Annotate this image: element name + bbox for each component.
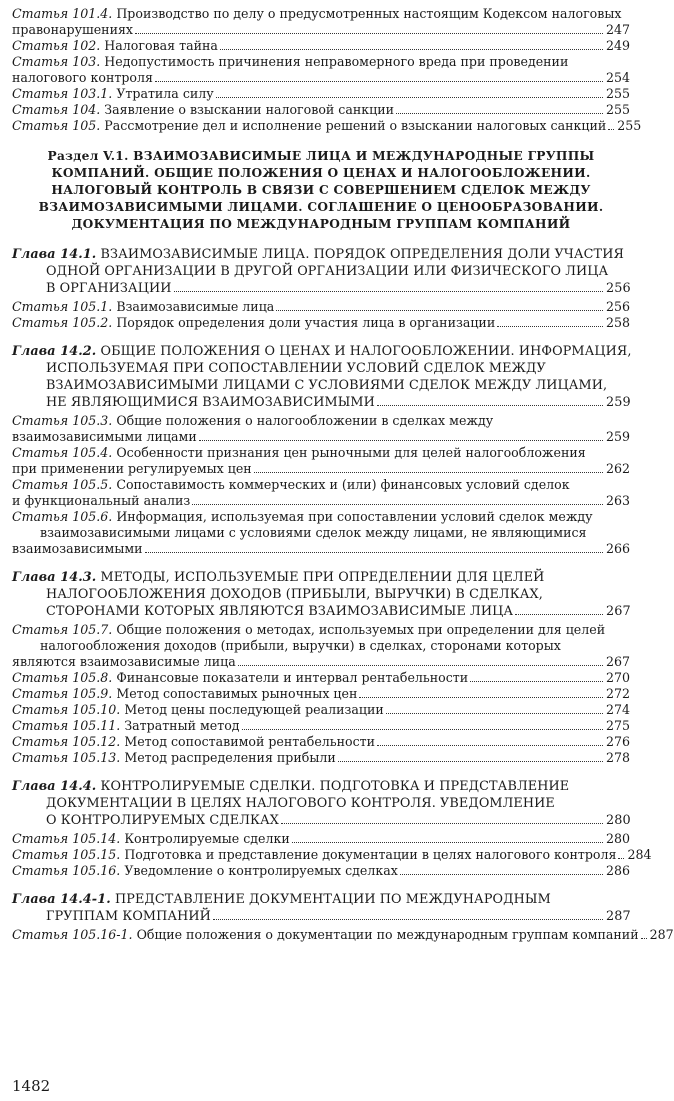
page-ref: 263 xyxy=(606,493,631,508)
entry-title: Общие положения о документации по международным группам компаний xyxy=(136,927,639,942)
entry-title: ВЗАИМОЗАВИСИМЫМИ ЛИЦАМИ С УСЛОВИЯМИ СДЕЛОК МЕЖДУ ЛИЦАМИ, xyxy=(46,378,608,393)
dot-leader xyxy=(396,113,603,114)
entry-line xyxy=(12,394,630,411)
article-entry[interactable] xyxy=(12,118,642,134)
entry-text-wrap xyxy=(46,280,172,297)
dot-leader xyxy=(338,761,603,762)
entry-line xyxy=(12,461,630,477)
entry-label: Статья 105.14. xyxy=(12,831,121,846)
entry-line xyxy=(12,718,630,734)
entry-label: Статья 101.4. xyxy=(12,6,113,21)
entry-text-wrap xyxy=(12,413,493,428)
entry-label: Статья 105.8. xyxy=(12,670,113,685)
entry-line xyxy=(12,622,630,638)
entry-line xyxy=(12,360,630,377)
entry-title: Порядок определения доли участия лица в организации xyxy=(116,315,496,330)
entry-text-wrap xyxy=(12,493,190,509)
entry-text-wrap xyxy=(12,54,568,69)
entry-text-wrap xyxy=(12,622,605,637)
page-ref: 254 xyxy=(606,70,631,85)
dot-leader xyxy=(199,440,603,441)
chapter-entry[interactable] xyxy=(12,343,630,411)
entry-title: Контролируемые сделки xyxy=(124,831,290,846)
entry-title: ПРЕДСТАВЛЕНИЕ ДОКУМЕНТАЦИИ ПО МЕЖДУНАРОДНЫМ xyxy=(114,892,551,907)
chapter-entry[interactable] xyxy=(12,569,630,620)
entry-line xyxy=(12,413,630,429)
article-entry[interactable] xyxy=(12,670,630,686)
page-ref: 259 xyxy=(606,429,631,444)
entry-text-wrap xyxy=(12,70,153,86)
dot-leader xyxy=(292,842,603,843)
entry-line xyxy=(12,377,630,394)
section-heading-line: Раздел V.1. ВЗАИМОЗАВИСИМЫЕ ЛИЦА И МЕЖДУНАРОДНЫЕ ГРУППЫ xyxy=(47,149,595,163)
page-ref: 256 xyxy=(606,281,631,296)
entry-line xyxy=(12,569,630,586)
entry-line xyxy=(12,86,630,102)
entry-label: Статья 105.13. xyxy=(12,750,121,765)
dot-leader xyxy=(515,614,603,615)
entry-text-wrap xyxy=(12,38,218,54)
entry-title: ИСПОЛЬЗУЕМАЯ ПРИ СОПОСТАВЛЕНИИ УСЛОВИЙ СДЕЛОК МЕЖДУ xyxy=(46,361,546,376)
entry-text-wrap xyxy=(12,892,551,907)
entry-label: Статья 105.15. xyxy=(12,847,121,862)
entry-label: Статья 104. xyxy=(12,102,101,117)
entry-title: Рассмотрение дел и исполнение решений о взыскании налоговых санкций xyxy=(104,118,607,133)
section-heading-line: ДОКУМЕНТАЦИЯ ПО МЕЖДУНАРОДНЫМ ГРУППАМ КОМПАНИЙ xyxy=(71,217,571,231)
entry-text-wrap xyxy=(12,344,632,359)
entry-text-wrap xyxy=(46,603,513,620)
entry-line xyxy=(12,525,630,541)
spacer xyxy=(12,233,630,246)
entry-line xyxy=(12,22,630,38)
entry-title: правонарушениях xyxy=(12,22,134,37)
entry-label: Глава 14.4-1. xyxy=(12,892,111,907)
dot-leader xyxy=(281,823,603,824)
entry-line xyxy=(12,891,630,908)
entry-line xyxy=(12,586,630,603)
article-entry[interactable] xyxy=(12,734,630,750)
article-entry[interactable] xyxy=(12,718,630,734)
entry-label: Статья 105. xyxy=(12,118,101,133)
entry-line xyxy=(12,908,630,925)
entry-text-wrap xyxy=(12,541,143,557)
article-entry[interactable] xyxy=(12,686,630,702)
entry-line xyxy=(12,477,630,493)
entry-line xyxy=(12,831,630,847)
page-ref: 280 xyxy=(606,813,631,828)
entry-title: Уведомление о контролируемых сделках xyxy=(124,863,398,878)
entry-title: Заявление о взыскании налоговой санкции xyxy=(104,102,395,117)
entry-label: Статья 105.6. xyxy=(12,509,113,524)
entry-line xyxy=(12,54,630,70)
dot-leader xyxy=(145,552,603,553)
entry-label: Статья 103.1. xyxy=(12,86,113,101)
entry-label: Статья 103. xyxy=(12,54,101,69)
entry-title: Утратила силу xyxy=(116,86,214,101)
entry-title: Производство по делу о предусмотренных настоящим Кодексом налоговых xyxy=(116,6,622,21)
page-ref: 278 xyxy=(606,750,631,765)
entry-title: Метод цены последующей реализации xyxy=(124,702,384,717)
entry-label: Статья 105.2. xyxy=(12,315,113,330)
section-heading-line: НАЛОГОВЫЙ КОНТРОЛЬ В СВЯЗИ С СОВЕРШЕНИЕМ СДЕЛОК МЕЖДУ xyxy=(51,183,591,197)
entry-title: Общие положения о методах, используемых при определении для целей xyxy=(116,622,606,637)
entry-title: взаимозависимыми лицами с условиями сделок между лицами, не являющимися xyxy=(40,525,587,540)
entry-label: Статья 105.10. xyxy=(12,702,121,717)
entry-title: являются взаимозависимые лица xyxy=(12,654,236,669)
entry-label: Глава 14.4. xyxy=(12,779,97,794)
dot-leader xyxy=(276,310,603,311)
entry-text-wrap xyxy=(12,299,274,315)
entry-title: СТОРОНАМИ КОТОРЫХ ЯВЛЯЮТСЯ ВЗАИМОЗАВИСИМЫЕ ЛИЦА xyxy=(46,604,514,619)
page-ref: 286 xyxy=(606,863,631,878)
page-ref: 267 xyxy=(606,654,631,669)
entry-line xyxy=(12,102,630,118)
entry-line xyxy=(12,863,630,879)
dot-leader xyxy=(618,858,624,859)
article-entry[interactable] xyxy=(12,863,630,879)
spacer xyxy=(12,134,630,148)
entry-text-wrap xyxy=(12,118,606,134)
dot-leader xyxy=(254,472,603,473)
entry-text-wrap xyxy=(12,779,569,794)
page-ref: 255 xyxy=(606,86,631,101)
entry-title: ГРУППАМ КОМПАНИЙ xyxy=(46,909,211,924)
entry-label: Статья 105.11. xyxy=(12,718,121,733)
entry-text-wrap xyxy=(12,863,398,879)
chapter-entry[interactable] xyxy=(12,246,630,297)
entry-line xyxy=(12,734,630,750)
article-entry[interactable] xyxy=(12,927,674,943)
entry-title: Метод сопоставимой рентабельности xyxy=(124,734,376,749)
entry-title: налогообложения доходов (прибыли, выручки) в сделках, сторонами которых xyxy=(40,638,561,653)
entry-title: Затратный метод xyxy=(124,718,240,733)
entry-label: Статья 105.7. xyxy=(12,622,113,637)
page-ref: 258 xyxy=(606,315,631,330)
entry-text-wrap xyxy=(12,247,624,262)
article-entry[interactable] xyxy=(12,315,630,331)
entry-title: Недопустимость причинения неправомерного вреда при проведении xyxy=(104,54,569,69)
article-entry[interactable] xyxy=(12,702,630,718)
entry-line xyxy=(12,6,630,22)
entry-text-wrap xyxy=(46,796,555,811)
entry-title: ВЗАИМОЗАВИСИМЫЕ ЛИЦА. ПОРЯДОК ОПРЕДЕЛЕНИЯ ДОЛИ УЧАСТИЯ xyxy=(100,247,624,262)
entry-title: при применении регулируемых цен xyxy=(12,461,252,476)
entry-label: Глава 14.1. xyxy=(12,247,97,262)
entry-line xyxy=(12,541,630,557)
entry-title: Подготовка и представление документации в целях налогового контроля xyxy=(124,847,617,862)
entry-text-wrap xyxy=(12,429,197,445)
dot-leader xyxy=(641,938,647,939)
dot-leader xyxy=(238,665,603,666)
entry-text-wrap xyxy=(12,686,357,702)
page-ref: 274 xyxy=(606,702,631,717)
section-heading xyxy=(12,148,630,233)
dot-leader xyxy=(220,49,603,50)
entry-text-wrap xyxy=(12,734,375,750)
page-ref: 247 xyxy=(606,22,631,37)
entry-title: Метод сопоставимых рыночных цен xyxy=(116,686,358,701)
entry-title: и функциональный анализ xyxy=(12,493,191,508)
dot-leader xyxy=(359,697,603,698)
article-entry[interactable] xyxy=(12,445,630,477)
article-entry[interactable] xyxy=(12,847,652,863)
dot-leader xyxy=(155,81,603,82)
dot-leader xyxy=(192,504,603,505)
entry-title: Налоговая тайна xyxy=(104,38,218,53)
entry-title: КОНТРОЛИРУЕМЫЕ СДЕЛКИ. ПОДГОТОВКА И ПРЕДСТАВЛЕНИЕ xyxy=(100,779,570,794)
article-entry[interactable] xyxy=(12,38,630,54)
entry-title: Взаимозависимые лица xyxy=(116,299,275,314)
dot-leader xyxy=(174,291,603,292)
entry-title: Общие положения о налогообложении в сделках между xyxy=(116,413,494,428)
entry-title: О КОНТРОЛИРУЕМЫХ СДЕЛКАХ xyxy=(46,813,279,828)
entry-label: Статья 105.5. xyxy=(12,477,113,492)
entry-line xyxy=(12,38,630,54)
page-ref: 287 xyxy=(649,927,674,942)
spacer xyxy=(12,766,630,778)
entry-text-wrap xyxy=(12,86,214,102)
entry-text-wrap xyxy=(40,525,586,540)
entry-line xyxy=(12,927,674,943)
page-ref: 266 xyxy=(606,541,631,556)
entry-text-wrap xyxy=(12,670,468,686)
entry-label: Статья 105.12. xyxy=(12,734,121,749)
entry-text-wrap xyxy=(12,22,133,38)
entry-text-wrap xyxy=(46,908,211,925)
page-ref: 262 xyxy=(606,461,631,476)
entry-line xyxy=(12,603,630,620)
dot-leader xyxy=(608,129,614,130)
entry-text-wrap xyxy=(46,361,546,376)
entry-text-wrap xyxy=(12,570,544,585)
article-entry[interactable] xyxy=(12,86,630,102)
page-ref: 275 xyxy=(606,718,631,733)
entry-text-wrap xyxy=(12,750,336,766)
entry-line xyxy=(12,654,630,670)
entry-line xyxy=(12,847,652,863)
page-ref: 280 xyxy=(606,831,631,846)
page-ref: 270 xyxy=(606,670,631,685)
entry-line xyxy=(12,670,630,686)
entry-label: Статья 102. xyxy=(12,38,101,53)
section-heading-line: КОМПАНИЙ. ОБЩИЕ ПОЛОЖЕНИЯ О ЦЕНАХ И НАЛОГООБЛОЖЕНИИ. xyxy=(51,166,591,180)
page-ref: 272 xyxy=(606,686,631,701)
section-heading-line: ВЗАИМОЗАВИСИМЫМИ ЛИЦАМИ. СОГЛАШЕНИЕ О ЦЕНООБРАЗОВАНИИ. xyxy=(38,200,604,214)
entry-label: Глава 14.3. xyxy=(12,570,97,585)
page-ref: 256 xyxy=(606,299,631,314)
entry-text-wrap xyxy=(46,378,607,393)
entry-title: Метод распределения прибыли xyxy=(124,750,336,765)
dot-leader xyxy=(377,405,603,406)
entry-title: Информация, используемая при сопоставлении условий сделок между xyxy=(116,509,593,524)
page-ref: 249 xyxy=(606,38,631,53)
entry-text-wrap xyxy=(12,477,570,492)
entry-line xyxy=(12,263,630,280)
entry-title: НЕ ЯВЛЯЮЩИМИСЯ ВЗАИМОЗАВИСИМЫМИ xyxy=(46,395,375,410)
entry-text-wrap xyxy=(12,102,394,118)
dot-leader xyxy=(497,326,603,327)
chapter-entry[interactable] xyxy=(12,891,630,925)
article-entry[interactable] xyxy=(12,6,630,38)
entry-text-wrap xyxy=(12,847,616,863)
page-number: 1482 xyxy=(12,1077,51,1095)
entry-title: ОБЩИЕ ПОЛОЖЕНИЯ О ЦЕНАХ И НАЛОГООБЛОЖЕНИИ. ИНФОРМАЦИЯ, xyxy=(100,344,632,359)
entry-line xyxy=(12,118,642,134)
entry-line xyxy=(12,493,630,509)
dot-leader xyxy=(470,681,603,682)
entry-title: налогового контроля xyxy=(12,70,153,85)
spacer xyxy=(12,331,630,343)
entry-title: Сопоставимость коммерческих и (или) финансовых условий сделок xyxy=(116,477,570,492)
page-ref: 287 xyxy=(606,909,631,924)
entry-line xyxy=(12,315,630,331)
entry-text-wrap xyxy=(12,461,252,477)
entry-title: взаимозависимыми xyxy=(12,541,143,556)
entry-text-wrap xyxy=(46,264,608,279)
entry-label: Статья 105.16. xyxy=(12,863,121,878)
page-ref: 267 xyxy=(606,604,631,619)
dot-leader xyxy=(242,729,603,730)
article-entry[interactable] xyxy=(12,54,630,86)
article-entry[interactable] xyxy=(12,413,630,445)
entry-text-wrap xyxy=(12,718,240,734)
entry-title: НАЛОГООБЛОЖЕНИЯ ДОХОДОВ (ПРИБЫЛИ, ВЫРУЧКИ) В СДЕЛКАХ, xyxy=(46,587,543,602)
entry-line xyxy=(12,429,630,445)
entry-text-wrap xyxy=(12,445,586,460)
chapter-entry[interactable] xyxy=(12,778,630,829)
entry-label: Статья 105.9. xyxy=(12,686,113,701)
entry-line xyxy=(12,778,630,795)
entry-title: взаимозависимыми лицами xyxy=(12,429,197,444)
entry-line xyxy=(12,750,630,766)
spacer xyxy=(12,879,630,891)
page-ref: 255 xyxy=(617,118,642,133)
entry-text-wrap xyxy=(12,831,290,847)
entry-line xyxy=(12,445,630,461)
spacer xyxy=(12,557,630,569)
entry-text-wrap xyxy=(46,587,543,602)
entry-title: ОДНОЙ ОРГАНИЗАЦИИ В ДРУГОЙ ОРГАНИЗАЦИИ ИЛИ ФИЗИЧЕСКОГО ЛИЦА xyxy=(46,264,609,279)
entry-label: Глава 14.2. xyxy=(12,344,97,359)
page-ref: 255 xyxy=(606,102,631,117)
entry-text-wrap xyxy=(12,315,495,331)
article-entry[interactable] xyxy=(12,299,630,315)
article-entry[interactable] xyxy=(12,509,630,557)
entry-text-wrap xyxy=(46,394,375,411)
entry-line xyxy=(12,686,630,702)
entry-text-wrap xyxy=(40,638,561,653)
entry-title: Особенности признания цен рыночными для целей налогообложения xyxy=(116,445,586,460)
entry-line xyxy=(12,795,630,812)
dot-leader xyxy=(377,745,603,746)
entry-label: Статья 105.4. xyxy=(12,445,113,460)
entry-label: Статья 105.3. xyxy=(12,413,113,428)
entry-title: В ОРГАНИЗАЦИИ xyxy=(46,281,172,296)
entry-line xyxy=(12,343,630,360)
entry-text-wrap xyxy=(12,654,236,670)
entry-line xyxy=(12,702,630,718)
dot-leader xyxy=(400,874,603,875)
entry-line xyxy=(12,280,630,297)
article-entry[interactable] xyxy=(12,750,630,766)
entry-label: Статья 105.1. xyxy=(12,299,113,314)
entry-text-wrap xyxy=(12,6,621,21)
table-of-contents xyxy=(12,0,674,943)
entry-text-wrap xyxy=(12,509,593,524)
page-ref: 259 xyxy=(606,395,631,410)
article-entry[interactable] xyxy=(12,622,630,670)
dot-leader xyxy=(135,33,603,34)
article-entry[interactable] xyxy=(12,477,630,509)
page-ref: 284 xyxy=(627,847,652,862)
entry-line xyxy=(12,299,630,315)
entry-title: МЕТОДЫ, ИСПОЛЬЗУЕМЫЕ ПРИ ОПРЕДЕЛЕНИИ ДЛЯ ЦЕЛЕЙ xyxy=(100,570,545,585)
entry-text-wrap xyxy=(46,812,279,829)
entry-title: Финансовые показатели и интервал рентабельности xyxy=(116,670,469,685)
entry-label: Статья 105.16-1. xyxy=(12,927,133,942)
dot-leader xyxy=(213,919,603,920)
entry-line xyxy=(12,812,630,829)
entry-line xyxy=(12,246,630,263)
dot-leader xyxy=(386,713,603,714)
entry-line xyxy=(12,70,630,86)
article-entry[interactable] xyxy=(12,831,630,847)
article-entry[interactable] xyxy=(12,102,630,118)
entry-title: ДОКУМЕНТАЦИИ В ЦЕЛЯХ НАЛОГОВОГО КОНТРОЛЯ. УВЕДОМЛЕНИЕ xyxy=(46,796,555,811)
dot-leader xyxy=(216,97,603,98)
entry-line xyxy=(12,509,630,525)
entry-text-wrap xyxy=(12,702,384,718)
entry-line xyxy=(12,638,630,654)
page-ref: 276 xyxy=(606,734,631,749)
entry-text-wrap xyxy=(12,927,639,943)
